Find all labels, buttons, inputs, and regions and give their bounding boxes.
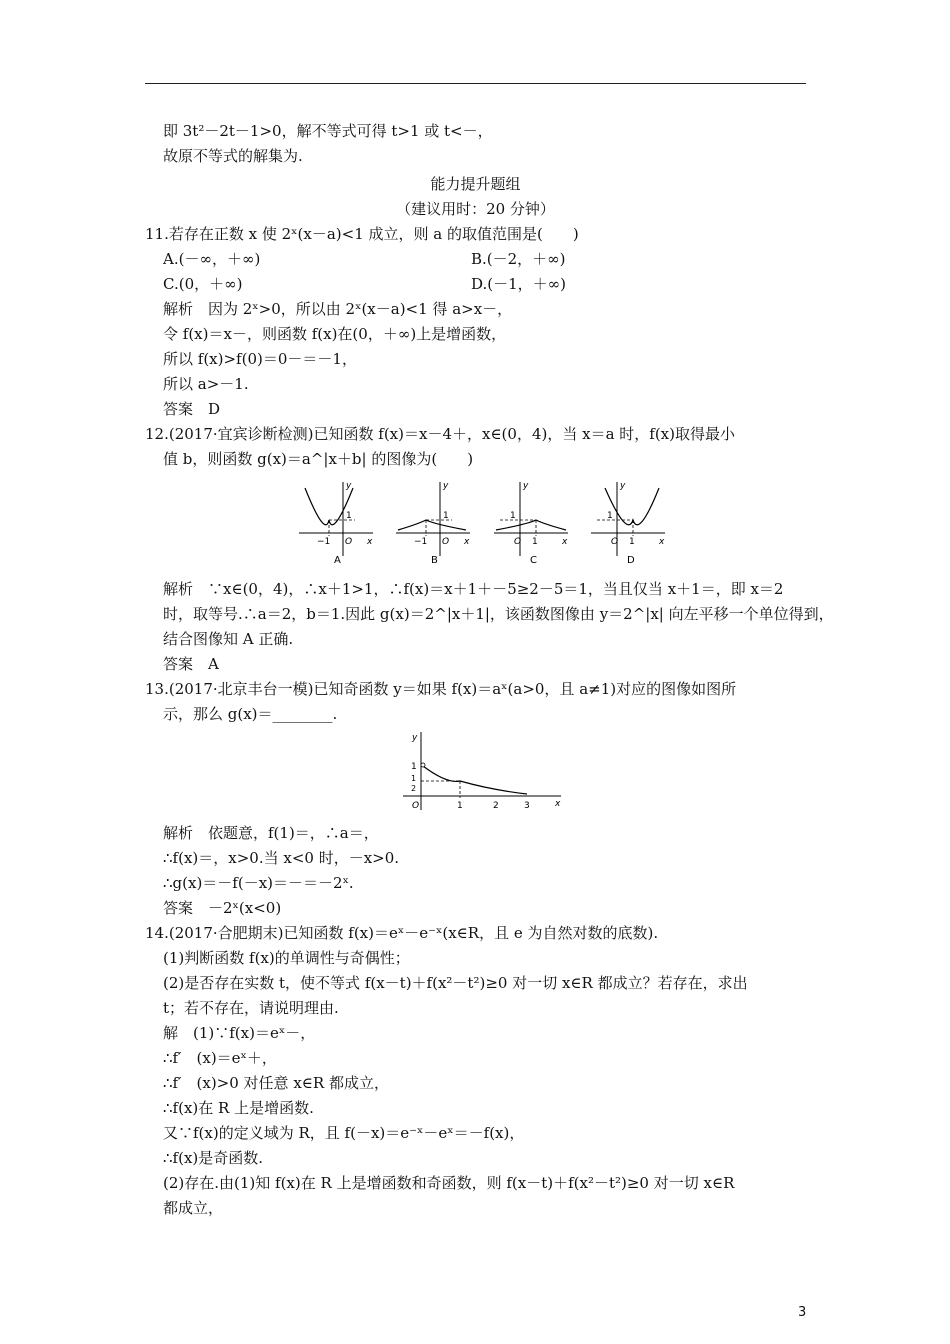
- tick-label: 1: [607, 511, 613, 521]
- curve: [423, 766, 527, 794]
- solution-line: 解析 依题意，f(1)＝，∴a＝，: [163, 824, 379, 842]
- origin-label: O: [611, 537, 619, 547]
- axis-label: y: [523, 481, 529, 491]
- q13-graph: [397, 728, 567, 812]
- question-12-stem: 12.(2017·宜宾诊断检测)已知函数 f(x)＝x－4＋，x∈(0，4)，当 x＝a 时，f(x)取得最小: [145, 425, 735, 443]
- origin-label: O: [412, 801, 420, 811]
- tick-label: 1: [457, 801, 463, 811]
- origin-label: O: [442, 537, 450, 547]
- axis-label: y: [346, 481, 352, 491]
- solution-line: 又∵f(x)的定义域为 R，且 f(－x)＝e⁻ˣ－eˣ＝－f(x)，: [163, 1124, 525, 1142]
- tick-label: 3: [524, 801, 530, 811]
- solution-line: 所以 f(x)>f(0)＝0－＝－1，: [163, 350, 357, 368]
- question-part: t；若不存在，请说明理由.: [163, 999, 339, 1017]
- solution-line: ∴g(x)＝－f(－x)＝－＝－2ˣ.: [163, 874, 354, 892]
- tick-label: 1: [411, 762, 417, 772]
- solution-line: 都成立，: [163, 1199, 224, 1217]
- graph-label: A: [334, 555, 341, 566]
- option-d: D.(－1，＋∞): [471, 275, 567, 293]
- question-part: (2)是否存在实数 t，使不等式 f(x－t)＋f(x²－t²)≥0 对一切 x∈R 都成立？若存在，求出: [163, 974, 748, 992]
- axis-label: y: [620, 481, 626, 491]
- axis-label: x: [659, 537, 665, 547]
- curve: [496, 520, 566, 530]
- graph-c: [494, 481, 568, 566]
- section-title: 能力提升题组: [430, 175, 521, 193]
- question-13-stem: 示，那么 g(x)＝________.: [163, 705, 338, 723]
- question-part: (1)判断函数 f(x)的单调性与奇偶性；: [163, 949, 410, 967]
- tick-label: −1: [317, 537, 331, 547]
- solution-line: 解 (1)∵f(x)＝eˣ－，: [163, 1024, 316, 1042]
- answer-line: 答案 A: [163, 655, 219, 673]
- solution-line: ∴f′ (x)＝eˣ＋，: [163, 1049, 277, 1067]
- graph-label: D: [627, 555, 635, 566]
- origin-label: O: [514, 537, 522, 547]
- graph-d: [591, 481, 665, 566]
- solution-line: 所以 a>－1.: [163, 375, 249, 393]
- solution-line: 解析 ∵x∈(0，4)，∴x＋1>1，∴f(x)＝x＋1＋－5≥2－5＝1，当且仅当 x＋1＝，即 x＝2: [163, 580, 784, 598]
- solution-line: (2)存在.由(1)知 f(x)在 R 上是增函数和奇函数，则 f(x－t)＋f(x²－t²)≥0 对一切 x∈R: [163, 1174, 735, 1192]
- solution-line: ∴f′ (x)>0 对任意 x∈R 都成立，: [163, 1074, 389, 1092]
- tick-label: 1: [346, 511, 352, 521]
- solution-line: ∴f(x)在 R 上是增函数.: [163, 1099, 314, 1117]
- solution-line: ∴f(x)＝，x>0.当 x<0 时，－x>0.: [163, 849, 400, 867]
- answer-line: 答案 D: [163, 400, 221, 418]
- tick-label: 1: [411, 774, 417, 783]
- option-b: B.(－2，＋∞): [471, 250, 566, 268]
- solution-line: 解析 因为 2ˣ>0，所以由 2ˣ(x－a)<1 得 a>x－，: [163, 300, 513, 318]
- tick-label: 1: [443, 511, 449, 521]
- graph-b: [396, 481, 470, 566]
- curve: [398, 520, 466, 530]
- axis-label: x: [367, 537, 373, 547]
- header-rule: [145, 83, 806, 84]
- answer-line: 答案 －2ˣ(x<0): [163, 899, 282, 917]
- axis-label: x: [555, 799, 561, 809]
- graph-a: [299, 481, 373, 566]
- tick-label: 1: [532, 537, 538, 547]
- option-a: A.(－∞，＋∞): [163, 250, 261, 268]
- open-point: [421, 763, 425, 767]
- axis-label: x: [464, 537, 470, 547]
- q12-graph-options: [295, 478, 675, 566]
- solution-line: 结合图像知 A 正确.: [163, 630, 294, 648]
- tick-label: 1: [629, 537, 635, 547]
- solution-line: 令 f(x)＝x－，则函数 f(x)在(0，＋∞)上是增函数，: [163, 325, 507, 343]
- origin-label: O: [345, 537, 353, 547]
- axis-label: x: [562, 537, 568, 547]
- section-subtitle: （建议用时：20 分钟）: [396, 200, 555, 218]
- question-11-stem: 11.若存在正数 x 使 2ˣ(x－a)<1 成立，则 a 的取值范围是( ): [145, 225, 579, 243]
- graph-label: B: [431, 555, 438, 566]
- text-line: 即 3t²－2t－1>0，解不等式可得 t>1 或 t<－，: [163, 122, 493, 140]
- tick-label: 1: [510, 511, 516, 521]
- option-c: C.(0，＋∞): [163, 275, 243, 293]
- solution-line: 时，取等号.∴a＝2，b＝1.因此 g(x)＝2^|x＋1|，该函数图像由 y＝2^|x| 向左平移一个单位得到，: [163, 605, 834, 623]
- text-line: 故原不等式的解集为.: [163, 147, 303, 165]
- tick-label: −1: [414, 537, 428, 547]
- solution-line: ∴f(x)是奇函数.: [163, 1149, 264, 1167]
- question-13-stem: 13.(2017·北京丰台一模)已知奇函数 y＝如果 f(x)＝aˣ(a>0，且 a≠1)对应的图像如图所: [145, 680, 737, 698]
- axis-label: y: [443, 481, 449, 491]
- axis-label: y: [412, 733, 418, 743]
- page-number: 3: [798, 1305, 807, 1320]
- graph-label: C: [530, 555, 537, 566]
- question-12-stem: 值 b，则函数 g(x)＝a^|x＋b| 的图像为( ): [163, 450, 474, 468]
- curve: [605, 488, 659, 525]
- tick-label: 2: [411, 784, 417, 793]
- question-14-stem: 14.(2017·合肥期末)已知函数 f(x)＝eˣ－e⁻ˣ(x∈R，且 e 为自然对数的底数).: [145, 924, 659, 942]
- tick-label: 2: [493, 801, 499, 811]
